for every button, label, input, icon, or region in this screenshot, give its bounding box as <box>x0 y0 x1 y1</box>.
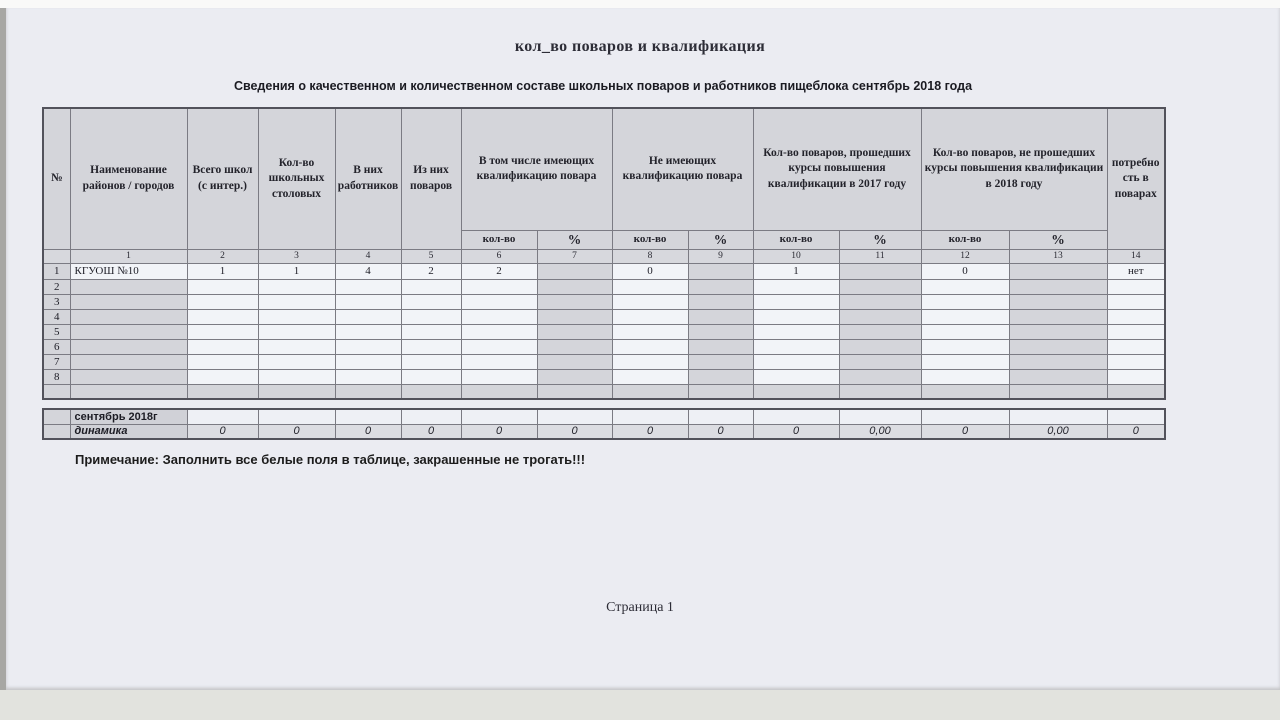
cell <box>537 384 612 399</box>
cell <box>1009 294 1107 309</box>
cell <box>1009 324 1107 339</box>
column-number-cell: 13 <box>1009 249 1107 263</box>
column-number-cell: 4 <box>335 249 401 263</box>
cell <box>612 339 688 354</box>
cell <box>1107 339 1165 354</box>
cell: 0 <box>921 424 1009 439</box>
column-number-cell: 5 <box>401 249 461 263</box>
cell <box>688 294 753 309</box>
cell <box>1107 384 1165 399</box>
cell <box>461 354 537 369</box>
blank-rows-container <box>43 279 1165 399</box>
row-number: 5 <box>43 324 70 339</box>
table-row <box>43 354 1165 369</box>
cell <box>1107 369 1165 384</box>
scanner-top-edge <box>0 0 1280 8</box>
cell <box>1009 369 1107 384</box>
cell <box>688 384 753 399</box>
row-number: 8 <box>43 369 70 384</box>
cell <box>401 294 461 309</box>
cell <box>43 409 70 424</box>
cell <box>1009 279 1107 294</box>
table-row <box>43 339 1165 354</box>
cell <box>753 309 839 324</box>
column-number-cell: 1 <box>70 249 187 263</box>
cell <box>187 309 258 324</box>
group-header-qualified: В том числе имеющих квалификацию повара <box>461 108 612 230</box>
column-numbers-row <box>43 249 1165 263</box>
cell-district-name: КГУОШ №10 <box>70 263 187 279</box>
cell <box>839 324 921 339</box>
cell <box>70 294 187 309</box>
cell <box>688 263 753 279</box>
cell <box>1009 309 1107 324</box>
column-number-cell: 11 <box>839 249 921 263</box>
row-number: 2 <box>43 279 70 294</box>
cell <box>335 369 401 384</box>
cell: 0 <box>537 424 612 439</box>
summary-row-period <box>43 409 1165 424</box>
subheader-count-cell: кол-во <box>921 230 1009 249</box>
cell: 0 <box>753 424 839 439</box>
column-number-cell: 7 <box>537 249 612 263</box>
cell <box>537 339 612 354</box>
cell <box>839 384 921 399</box>
cell: 0 <box>612 424 688 439</box>
cell <box>612 354 688 369</box>
cell <box>401 324 461 339</box>
cell: 1 <box>258 263 335 279</box>
cell <box>612 409 688 424</box>
row-number: 3 <box>43 294 70 309</box>
summary-row-dynamics <box>43 424 1165 439</box>
cell <box>921 369 1009 384</box>
cell <box>1107 309 1165 324</box>
cell: 1 <box>187 263 258 279</box>
cell <box>612 279 688 294</box>
cell: 2 <box>401 263 461 279</box>
cell <box>921 384 1009 399</box>
row-number: 7 <box>43 354 70 369</box>
cell <box>335 354 401 369</box>
cell: 0,00 <box>839 424 921 439</box>
cell <box>537 263 612 279</box>
cell <box>753 339 839 354</box>
cell <box>335 294 401 309</box>
cell <box>461 294 537 309</box>
row-number: 4 <box>43 309 70 324</box>
cell <box>753 354 839 369</box>
cell <box>612 294 688 309</box>
cell <box>1009 384 1107 399</box>
cell <box>187 339 258 354</box>
cell: 4 <box>335 263 401 279</box>
cell <box>258 279 335 294</box>
cell <box>461 279 537 294</box>
cell: 0 <box>1107 424 1165 439</box>
row-number <box>43 384 70 399</box>
cell <box>921 339 1009 354</box>
cell <box>688 354 753 369</box>
cell: 0 <box>335 424 401 439</box>
cell <box>839 409 921 424</box>
cell <box>335 409 401 424</box>
cell <box>1107 409 1165 424</box>
column-header-total-schools: Всего школ (с интер.) <box>187 108 258 249</box>
cell <box>258 409 335 424</box>
page-subtitle: Сведения о качественном и количественном составе школьных поваров и работников пищеблока сентябрь 2018 года <box>233 79 973 93</box>
cell <box>537 309 612 324</box>
cell <box>537 354 612 369</box>
cell <box>258 384 335 399</box>
cell <box>1107 279 1165 294</box>
cell <box>187 279 258 294</box>
cell <box>401 309 461 324</box>
cell <box>401 339 461 354</box>
cell <box>921 324 1009 339</box>
cell <box>1009 409 1107 424</box>
cell <box>461 324 537 339</box>
cell <box>1009 263 1107 279</box>
cell <box>612 384 688 399</box>
summary-table <box>42 408 1166 440</box>
column-header-canteens: Кол-во школьных столовых <box>258 108 335 249</box>
table-row <box>43 294 1165 309</box>
cell <box>401 279 461 294</box>
cell <box>612 369 688 384</box>
cell <box>753 279 839 294</box>
cell <box>335 339 401 354</box>
cell <box>1107 354 1165 369</box>
column-number-cell: 8 <box>612 249 688 263</box>
cell <box>70 384 187 399</box>
cell <box>187 369 258 384</box>
cell <box>187 354 258 369</box>
cell <box>753 294 839 309</box>
cell <box>258 369 335 384</box>
cell <box>537 324 612 339</box>
table-row <box>43 309 1165 324</box>
subheader-count-cell: кол-во <box>753 230 839 249</box>
subheader-count-cell: кол-во <box>612 230 688 249</box>
cell: нет <box>1107 263 1165 279</box>
period-label: сентябрь 2018г <box>70 409 187 424</box>
cell <box>753 409 839 424</box>
cell <box>461 369 537 384</box>
column-number-cell: 3 <box>258 249 335 263</box>
cell <box>1107 294 1165 309</box>
table-row <box>43 384 1165 399</box>
cell <box>612 309 688 324</box>
column-number-cell: 6 <box>461 249 537 263</box>
cell <box>258 354 335 369</box>
cell <box>335 324 401 339</box>
cell: 0 <box>921 263 1009 279</box>
column-header-index: № <box>43 108 70 249</box>
cell <box>688 409 753 424</box>
cell <box>401 369 461 384</box>
cell <box>187 294 258 309</box>
column-number-cell: 12 <box>921 249 1009 263</box>
column-header-need: потребность в поварах <box>1107 108 1165 249</box>
cell <box>1009 339 1107 354</box>
column-number-cell: 10 <box>753 249 839 263</box>
subheader-count-cell: кол-во <box>461 230 537 249</box>
cell <box>70 309 187 324</box>
column-header-cooks: Из них поваров <box>401 108 461 249</box>
row-number: 1 <box>43 263 70 279</box>
cell: 0 <box>688 424 753 439</box>
cell <box>839 309 921 324</box>
cell <box>537 294 612 309</box>
column-header-district-name: Наименование районов / городов <box>70 108 187 249</box>
cell <box>258 309 335 324</box>
cell <box>688 369 753 384</box>
cell <box>70 354 187 369</box>
cell <box>461 384 537 399</box>
group-header-trained-2017: Кол-во поваров, прошедших курсы повышения квалификации в 2017 году <box>753 108 921 230</box>
cell <box>921 309 1009 324</box>
table-row <box>43 369 1165 384</box>
cell <box>401 354 461 369</box>
column-header-workers: В них работников <box>335 108 401 249</box>
cell <box>70 339 187 354</box>
subheader-percent-cell: % <box>1009 230 1107 249</box>
table-row <box>43 279 1165 294</box>
cell <box>537 369 612 384</box>
cell <box>335 384 401 399</box>
column-number-cell: 9 <box>688 249 753 263</box>
cell <box>753 324 839 339</box>
cell: 0 <box>612 263 688 279</box>
cell <box>688 309 753 324</box>
cell: 0 <box>258 424 335 439</box>
cell <box>401 409 461 424</box>
cell: 2 <box>461 263 537 279</box>
cell <box>688 324 753 339</box>
cell <box>335 309 401 324</box>
cell: 0 <box>401 424 461 439</box>
cell: 0 <box>461 424 537 439</box>
cell: 0,00 <box>1009 424 1107 439</box>
cell <box>839 339 921 354</box>
group-header-not-qualified: Не имеющих квалификацию повара <box>612 108 753 230</box>
cell: 1 <box>753 263 839 279</box>
cell <box>921 294 1009 309</box>
cell <box>537 279 612 294</box>
column-number-cell: 2 <box>187 249 258 263</box>
cell <box>258 339 335 354</box>
note: Примечание: Заполнить все белые поля в таблице, закрашенные не трогать!!! <box>75 452 586 467</box>
group-header-not-trained-2018: Кол-во поваров, не прошедших курсы повышения квалификации в 2018 году <box>921 108 1107 230</box>
table-row <box>43 324 1165 339</box>
subheader-percent-cell: % <box>537 230 612 249</box>
cooks-qualification-table <box>42 107 1166 400</box>
row-number: 6 <box>43 339 70 354</box>
column-number-cell <box>43 249 70 263</box>
cell <box>401 384 461 399</box>
page-number: Страница 1 <box>606 600 674 615</box>
cell <box>1107 324 1165 339</box>
column-number-cell: 14 <box>1107 249 1165 263</box>
cell <box>921 279 1009 294</box>
cell <box>70 324 187 339</box>
cell <box>688 339 753 354</box>
cell <box>839 369 921 384</box>
cell <box>921 409 1009 424</box>
subheader-percent-cell: % <box>839 230 921 249</box>
cell <box>688 279 753 294</box>
dynamics-label: динамика <box>70 424 187 439</box>
cell <box>839 279 921 294</box>
page-title: кол_во поваров и квалификация <box>514 38 766 55</box>
cell <box>1009 354 1107 369</box>
cell <box>187 384 258 399</box>
cell <box>461 339 537 354</box>
cell <box>753 369 839 384</box>
cell <box>70 279 187 294</box>
cell <box>258 294 335 309</box>
cell <box>70 369 187 384</box>
cell: 0 <box>187 424 258 439</box>
cell <box>43 424 70 439</box>
cell <box>335 279 401 294</box>
cell <box>839 294 921 309</box>
cell <box>537 409 612 424</box>
cell <box>612 324 688 339</box>
cell <box>753 384 839 399</box>
subheader-percent-cell: % <box>688 230 753 249</box>
cell <box>461 309 537 324</box>
cell <box>921 354 1009 369</box>
cell <box>187 409 258 424</box>
cell <box>461 409 537 424</box>
cell <box>187 324 258 339</box>
cell <box>839 354 921 369</box>
cell <box>839 263 921 279</box>
cell <box>258 324 335 339</box>
table-row <box>43 263 1165 279</box>
